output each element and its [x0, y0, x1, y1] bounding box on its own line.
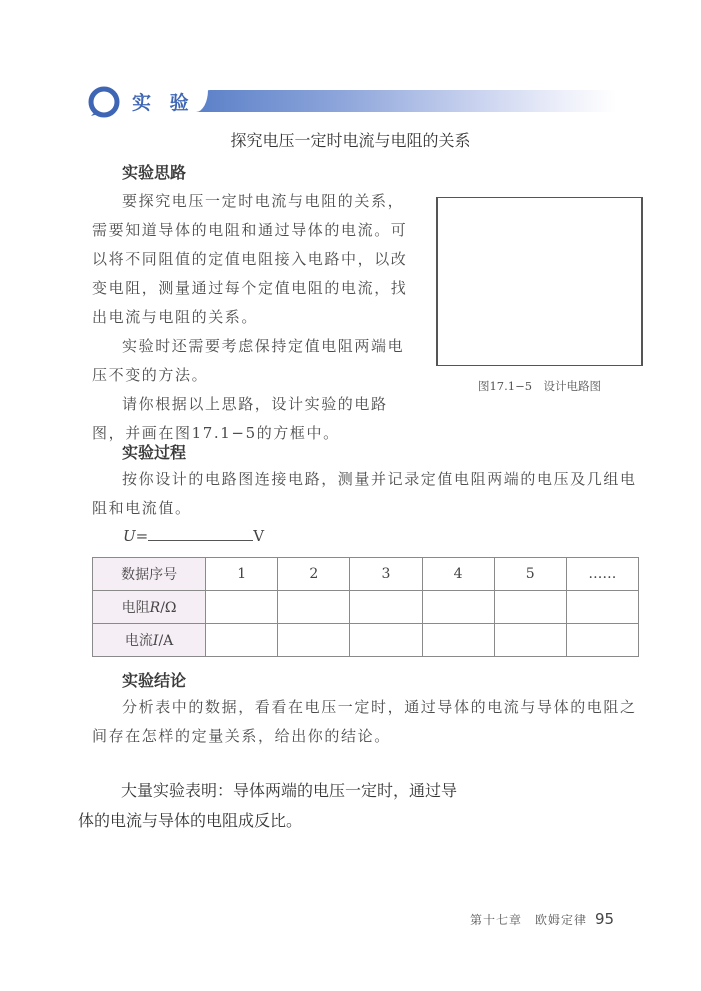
thinking-paragraph-2: 实验时还需要考虑保持定值电阻两端电压不变的方法。 [92, 337, 405, 384]
row-label-text: 电流 [124, 633, 153, 649]
column-header: 3 [350, 558, 422, 591]
voltage-unit: V [253, 527, 265, 545]
conclusion-paragraph: 分析表中的数据，看看在电压一定时，通过导体的电流与导体的电阻之间存在怎样的定量关系，给出你的结论。 [92, 698, 637, 745]
column-header: 5 [494, 558, 566, 591]
thinking-paragraph-3: 请你根据以上思路，设计实验的电路图，并画在图17.1−5的方框中。 [92, 395, 388, 442]
section-banner [88, 84, 618, 120]
page-title: 探究电压一定时电流与电阻的关系 [230, 131, 471, 150]
voltage-line [123, 527, 264, 545]
table-cell[interactable] [422, 624, 494, 657]
row-label-var: I [152, 633, 159, 649]
chapter-title: 第十七章 欧姆定律 [470, 913, 588, 927]
summary-line-1: 大量实验表明：导体两端的电压一定时，通过导 [121, 781, 458, 800]
table-cell[interactable] [422, 591, 494, 624]
summary-block [78, 776, 508, 836]
table-cell[interactable] [350, 624, 422, 657]
header-label-cell: 数据序号 [93, 558, 206, 591]
process-section [92, 440, 642, 523]
summary-line-2: 体的电流与导体的电阻成反比。 [78, 811, 303, 830]
thinking-section [92, 160, 417, 448]
voltage-blank-field[interactable] [148, 527, 253, 541]
row-label-text: 电阻 [121, 600, 150, 616]
experiment-ring-icon [88, 86, 120, 118]
column-header: 2 [278, 558, 350, 591]
data-table [92, 557, 639, 657]
row-label-resistance [93, 591, 206, 624]
table-cell[interactable] [494, 591, 566, 624]
voltage-variable: U [123, 527, 136, 545]
table-header-row [93, 558, 639, 591]
column-header: 1 [206, 558, 278, 591]
row-label-var: R [149, 600, 161, 616]
circuit-design-box[interactable] [436, 197, 643, 366]
column-header: …… [566, 558, 638, 591]
page-footer [470, 910, 614, 928]
table-cell[interactable] [278, 624, 350, 657]
table-cell[interactable] [206, 624, 278, 657]
row-label-unit: /Ω [160, 600, 177, 616]
voltage-equals: = [135, 527, 149, 545]
table-cell[interactable] [206, 591, 278, 624]
page-number: 95 [595, 910, 615, 928]
banner-label: 实 验 [132, 92, 195, 114]
table-cell[interactable] [566, 624, 638, 657]
row-label-unit: /A [158, 633, 174, 649]
process-paragraph: 按你设计的电路图连接电路，测量并记录定值电阻两端的电压及几组电阻和电流值。 [92, 470, 637, 517]
table-cell[interactable] [494, 624, 566, 657]
conclusion-section [92, 668, 642, 751]
conclusion-heading: 实验结论 [122, 671, 187, 690]
process-heading: 实验过程 [122, 443, 187, 462]
table-cell[interactable] [566, 591, 638, 624]
column-header: 4 [422, 558, 494, 591]
thinking-paragraph-1: 要探究电压一定时电流与电阻的关系，需要知道导体的电阻和通过导体的电流。可以将不同阻值的定值电阻接入电路中，以改变电阻，测量通过每个定值电阻的电流，找出电流与电阻的关系。 [92, 192, 408, 326]
table-row-resistance [93, 591, 639, 624]
table-cell[interactable] [350, 591, 422, 624]
figure-caption: 图17.1−5 设计电路图 [477, 379, 602, 393]
banner-gradient-bar [196, 90, 616, 112]
row-label-current [93, 624, 206, 657]
thinking-heading: 实验思路 [122, 163, 187, 182]
table-row-current [93, 624, 639, 657]
table-cell[interactable] [278, 591, 350, 624]
